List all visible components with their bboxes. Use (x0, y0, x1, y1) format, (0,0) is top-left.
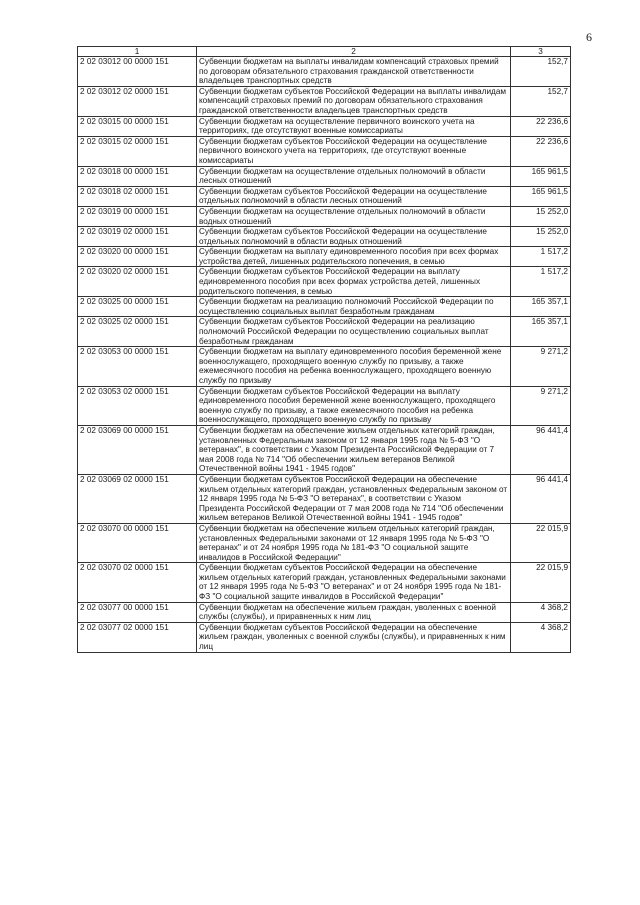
description-cell: Субвенции бюджетам на реализацию полномочий Российской Федерации по осуществлению социальных выплат безработным гражданам (197, 297, 511, 317)
table-row (78, 425, 571, 474)
code-cell: 2 02 03069 02 0000 151 (78, 474, 197, 523)
code-cell: 2 02 03077 00 0000 151 (78, 602, 197, 622)
description-cell: Субвенции бюджетам на выплаты инвалидам компенсаций страховых премий по договорам обязательного страхования гражданской ответственности владельцев транспортных средств (197, 57, 511, 87)
amount-cell: 1 517,2 (511, 267, 571, 297)
amount-cell: 165 357,1 (511, 297, 571, 317)
description-cell: Субвенции бюджетам субъектов Российской Федерации на реализацию полномочий Российской Федерации по осуществлению социальных выплат безработным гражданам (197, 317, 511, 347)
amount-cell: 4 368,2 (511, 622, 571, 652)
table-row (78, 206, 571, 226)
description-cell: Субвенции бюджетам субъектов Российской Федерации на осуществление отдельных полномочий в области лесных отношений (197, 186, 511, 206)
amount-cell: 15 252,0 (511, 206, 571, 226)
table-row (78, 297, 571, 317)
amount-cell: 165 357,1 (511, 317, 571, 347)
amount-cell: 22 015,9 (511, 523, 571, 562)
description-cell: Субвенции бюджетам на выплату единовременного пособия беременной жене военнослужащего, проходящего военную службу по призыву, а также ежемесячного пособия на ребенка военнослужащего, проходящего военную службу по призыву (197, 347, 511, 386)
code-cell: 2 02 03077 02 0000 151 (78, 622, 197, 652)
code-cell: 2 02 03053 00 0000 151 (78, 347, 197, 386)
column-header-code: 1 (78, 47, 197, 57)
code-cell: 2 02 03015 00 0000 151 (78, 116, 197, 136)
table-row (78, 386, 571, 425)
table-row (78, 166, 571, 186)
description-cell: Субвенции бюджетам на осуществление отдельных полномочий в области водных отношений (197, 206, 511, 226)
code-cell: 2 02 03012 02 0000 151 (78, 86, 197, 116)
amount-cell: 165 961,5 (511, 166, 571, 186)
description-cell: Субвенции бюджетам субъектов Российской Федерации на выплату единовременного пособия при всех формах устройства детей, лишенных родительского попечения, в семью (197, 267, 511, 297)
table-row (78, 267, 571, 297)
amount-cell: 1 517,2 (511, 247, 571, 267)
description-cell: Субвенции бюджетам субъектов Российской Федерации на обеспечение жильем отдельных категорий граждан, установленных Федеральным законом от 12 января 1995 года № 5-ФЗ "О ветеранах", в соответствии с Указом Президента Российской Федерации от 7 мая 2008 года № 714 "Об обеспечении жильем ветеранов Великой Отечественной войны 1941 - 1945 годов" (197, 474, 511, 523)
table-row (78, 602, 571, 622)
amount-cell: 22 236,6 (511, 136, 571, 166)
table-row (78, 622, 571, 652)
table-row (78, 563, 571, 602)
table-row (78, 247, 571, 267)
description-cell: Субвенции бюджетам на обеспечение жильем отдельных категорий граждан, установленных Федеральным законом от 12 января 1995 года № 5-ФЗ "О ветеранах", в соответствии с Указом Президента Российской Федерации от 7 мая 2008 года № 714 "Об обеспечении жильем ветеранов Великой Отечественной войны 1941 - 1945 годов" (197, 425, 511, 474)
amount-cell: 96 441,4 (511, 474, 571, 523)
table-row (78, 474, 571, 523)
table-header-row (78, 47, 571, 57)
code-cell: 2 02 03069 00 0000 151 (78, 425, 197, 474)
table-body (78, 57, 571, 653)
description-cell: Субвенции бюджетам субъектов Российской Федерации на осуществление первичного воинского учета на территориях, где отсутствуют военные комиссариаты (197, 136, 511, 166)
table-row (78, 317, 571, 347)
description-cell: Субвенции бюджетам на обеспечение жильем отдельных категорий граждан, установленных Федеральными законами от 12 января 1995 года № 5-ФЗ "О ветеранах" и от 24 ноября 1995 года № 181-ФЗ "О социальной защите инвалидов в Российской Федерации" (197, 523, 511, 562)
amount-cell: 22 236,6 (511, 116, 571, 136)
table-row (78, 227, 571, 247)
code-cell: 2 02 03012 00 0000 151 (78, 57, 197, 87)
amount-cell: 152,7 (511, 86, 571, 116)
amount-cell: 4 368,2 (511, 602, 571, 622)
table-row (78, 116, 571, 136)
column-header-amount: 3 (511, 47, 571, 57)
amount-cell: 9 271,2 (511, 347, 571, 386)
description-cell: Субвенции бюджетам на выплату единовременного пособия при всех формах устройства детей, лишенных родительского попечения, в семью (197, 247, 511, 267)
description-cell: Субвенции бюджетам субъектов Российской Федерации на выплаты инвалидам компенсаций страховых премий по договорам обязательного страхования гражданской ответственности владельцев транспортных средств (197, 86, 511, 116)
table-row (78, 86, 571, 116)
budget-table (77, 46, 571, 653)
code-cell: 2 02 03018 02 0000 151 (78, 186, 197, 206)
table-row (78, 136, 571, 166)
amount-cell: 9 271,2 (511, 386, 571, 425)
amount-cell: 152,7 (511, 57, 571, 87)
code-cell: 2 02 03020 02 0000 151 (78, 267, 197, 297)
amount-cell: 22 015,9 (511, 563, 571, 602)
amount-cell: 15 252,0 (511, 227, 571, 247)
description-cell: Субвенции бюджетам субъектов Российской Федерации на осуществление отдельных полномочий в области водных отношений (197, 227, 511, 247)
code-cell: 2 02 03015 02 0000 151 (78, 136, 197, 166)
amount-cell: 96 441,4 (511, 425, 571, 474)
page-number: 6 (586, 30, 592, 44)
description-cell: Субвенции бюджетам субъектов Российской Федерации на обеспечение жильем граждан, уволенных с военной службы (службы), и приравненных к ним лиц (197, 622, 511, 652)
code-cell: 2 02 03018 00 0000 151 (78, 166, 197, 186)
code-cell: 2 02 03053 02 0000 151 (78, 386, 197, 425)
code-cell: 2 02 03019 02 0000 151 (78, 227, 197, 247)
table-row (78, 523, 571, 562)
code-cell: 2 02 03020 00 0000 151 (78, 247, 197, 267)
description-cell: Субвенции бюджетам субъектов Российской Федерации на выплату единовременного пособия беременной жене военнослужащего, проходящего военную службу по призыву, а также ежемесячного пособия на ребенка военнослужащего, проходящего военную службу по призыву (197, 386, 511, 425)
description-cell: Субвенции бюджетам субъектов Российской Федерации на обеспечение жильем отдельных категорий граждан, установленных Федеральными законами от 12 января 1995 года № 5-ФЗ "О ветеранах" и от 24 ноября 1995 года № 181-ФЗ "О социальной защите инвалидов в Российской Федерации" (197, 563, 511, 602)
table-row (78, 57, 571, 87)
code-cell: 2 02 03025 00 0000 151 (78, 297, 197, 317)
code-cell: 2 02 03070 02 0000 151 (78, 563, 197, 602)
code-cell: 2 02 03070 00 0000 151 (78, 523, 197, 562)
table-row (78, 186, 571, 206)
table-row (78, 347, 571, 386)
description-cell: Субвенции бюджетам на осуществление отдельных полномочий в области лесных отношений (197, 166, 511, 186)
description-cell: Субвенции бюджетам на осуществление первичного воинского учета на территориях, где отсутствуют военные комиссариаты (197, 116, 511, 136)
amount-cell: 165 961,5 (511, 186, 571, 206)
code-cell: 2 02 03019 00 0000 151 (78, 206, 197, 226)
column-header-description: 2 (197, 47, 511, 57)
description-cell: Субвенции бюджетам на обеспечение жильем граждан, уволенных с военной службы (службы), и приравненных к ним лиц (197, 602, 511, 622)
code-cell: 2 02 03025 02 0000 151 (78, 317, 197, 347)
